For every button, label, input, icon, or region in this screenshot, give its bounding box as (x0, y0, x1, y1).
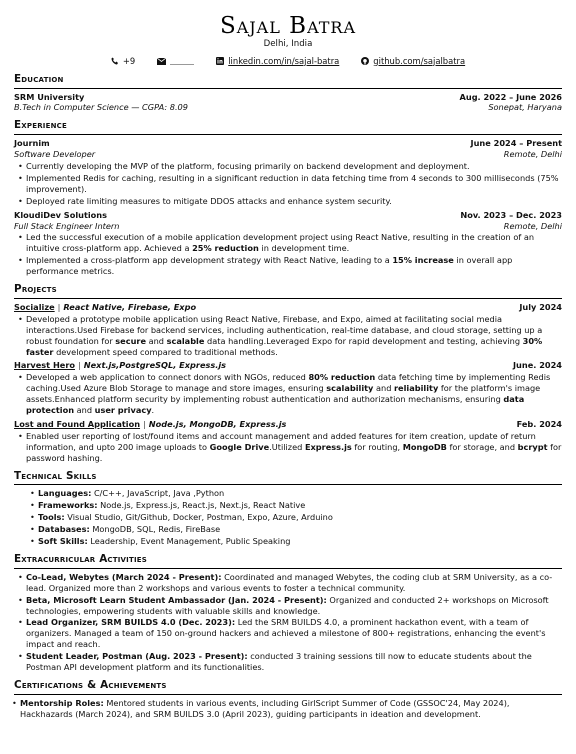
skills-heading: Technical Skills (14, 470, 562, 486)
job-place: Remote, Delhi (503, 149, 562, 160)
projects-section (14, 283, 562, 464)
project-entry: Lost and Found Application | Node.js, MongoDB, Express.js Feb. 2024 • Enabled user reporting of lost/found items and account management and added features for item creation, update of return information, and upto 200 image uploads to Google Drive.Utilized Express.js for routing, MongoDB for storage, and bcrypt for password hashing. (14, 419, 562, 464)
candidate-location: Delhi, India (263, 39, 313, 50)
certifications-heading: Certifications & Achievements (14, 679, 562, 695)
project-bullet: • Enabled user reporting of lost/found items and account management and added features for item creation, update of return information, and upto 200 image uploads to Google Drive.Utilized Express.js for routing, MongoDB for storage, and bcrypt for password hashing. (26, 431, 562, 464)
github-link[interactable]: github.com/sajalbatra (373, 55, 466, 66)
experience-heading: Experience (14, 119, 562, 135)
company-name: Journim (14, 138, 50, 149)
job-entry (14, 210, 562, 277)
education-heading: Education (14, 73, 562, 89)
contact-linkedin (216, 56, 339, 67)
resume-header (14, 14, 562, 67)
skill-item: • Frameworks: Node.js, Express.js, React.js, Next.js, React Native (38, 500, 562, 511)
contact-phone (111, 56, 135, 67)
job-dates: June 2024 – Present (470, 138, 562, 149)
experience-section (14, 119, 562, 277)
job-bullet: • Deployed rate limiting measures to mitigate DDOS attacks and enhance system security. (26, 196, 562, 207)
job-bullet: • Implemented Redis for caching, resulting in a significant reduction in data fetching time from 4 seconds to 300 milliseconds (75% improvement). (26, 173, 562, 195)
projects-heading: Projects (14, 283, 562, 299)
project-name[interactable]: Lost and Found Application (14, 418, 141, 429)
project-stack: React Native, Firebase, Expo (63, 301, 197, 312)
job-bullet: • Implemented a cross-platform app development strategy with React Native, leading to a 15% increase in overall app performance metrics. (26, 255, 562, 277)
extracurricular-heading: Extracurricular Activities (14, 553, 562, 569)
company-name: KloudiDev Solutions (14, 209, 108, 220)
skill-item: • Tools: Visual Studio, Git/Github, Docker, Postman, Expo, Azure, Arduino (38, 512, 562, 523)
certification-item: • Mentorship Roles: Mentored students in various events, including GirlScript Summer of Code (GSSOC'24, May 2024), Hackhazards (March 2024), and SRM BUILDS 3.0 (April 2023), guiding participants in ideation and development. (20, 698, 562, 720)
school-name: SRM University (14, 91, 85, 102)
contact-bar (14, 56, 562, 67)
project-bullet: • Developed a web application to connect donors with NGOs, reduced 80% reduction data fetching time by implementing Redis caching.Used Azure Blob Storage to manage and store images, ensuring scalability and reliability for the platform's image assets.Enhanced platform security by implementing robust authentication and authorization mechanisms, ensuring data protection and user privacy. (26, 372, 562, 416)
phone-icon (111, 57, 119, 65)
email-redacted[interactable] (170, 58, 194, 65)
project-stack: Node.js, MongoDB, Express.js (148, 418, 287, 429)
linkedin-link[interactable]: linkedin.com/in/sajal-batra (228, 55, 340, 66)
project-stack: Next.js,PostgreSQL, Express.js (83, 360, 227, 371)
job-place: Remote, Delhi (503, 220, 562, 231)
skill-item: • Languages: C/C++, JavaScript, Java ,Python (38, 488, 562, 499)
github-icon (361, 57, 369, 65)
job-bullet: • Currently developing the MVP of the platform, focusing primarily on backend development and deployment. (26, 161, 562, 172)
project-entry: Harvest Hero | Next.js,PostgreSQL, Express.js June. 2024 • Developed a web application to connect donors with NGOs, reduced 80% reduction data fetching time by implementing Redis caching.Used Azure Blob Storage to manage and store images, ensuring scalability and reliability for the platform's image assets.Enhanced platform security by implementing robust authentication and authorization mechanisms, ensuring data protection and user privacy. (14, 360, 562, 416)
project-entry: Socialize | React Native, Firebase, Expo July 2024 • Developed a prototype mobile application using React Native, Firebase, and Expo, aimed at facilitating social media interactions.Used Firebase for backend services, including authentication, real-time database, and cloud storage, setting up a robust foundation for secure and scalable data handling.Leveraged Expo for rapid development and testing, achieving 30% faster development speed compared to traditional methods. (14, 302, 562, 358)
activity-item: • Beta, Microsoft Learn Student Ambassador (Jan. 2024 - Present): Organized and conducted 2+ workshops on Microsoft technologies, empowering students with valuable skills and knowledge. (26, 595, 562, 617)
education-section (14, 73, 562, 114)
activity-item: • Student Leader, Postman (Aug. 2023 - Present): conducted 3 training sessions till now to educate students about the Postman API development platform and its functionalities. (26, 651, 562, 673)
certifications-section (14, 679, 562, 720)
education-dates: Aug. 2022 – June 2026 (459, 91, 562, 102)
phone-number[interactable]: +9 (122, 55, 136, 66)
project-name[interactable]: Harvest Hero (14, 360, 76, 371)
job-dates: Nov. 2023 – Dec. 2023 (460, 209, 562, 220)
project-date: Feb. 2024 (516, 418, 562, 429)
skill-item: • Databases: MongoDB, SQL, Redis, FireBase (38, 524, 562, 535)
degree: B.Tech in Computer Science — CGPA: 8.09 (14, 102, 188, 113)
education-place: Sonepat, Haryana (488, 102, 562, 113)
activity-item: • Lead Organizer, SRM BUILDS 4.0 (Dec. 2023): Led the SRM BUILDS 4.0, a prominent hackathon event, with a team of organizers. Managed a team of 150 on-ground hackers and achieved a milestone of 800+ registrations, enhancing the event's impact and reach. (26, 617, 562, 650)
project-name[interactable]: Socialize (14, 301, 55, 312)
project-bullet: • Developed a prototype mobile application using React Native, Firebase, and Expo, aimed at facilitating social media interactions.Used Firebase for backend services, including authentication, real-time database, and cloud storage, setting up a robust foundation for secure and scalable data handling.Leveraged Expo for rapid development and testing, achieving 30% faster development speed compared to traditional methods. (26, 314, 562, 358)
job-role: Full Stack Engineer Intern (14, 220, 120, 231)
activity-item: • Co-Lead, Webytes (March 2024 - Present): Coordinated and managed Webytes, the coding club at SRM University, as a co-lead. Organized more than 2 workshops and various events to foster a technical community. (26, 572, 562, 594)
email-icon (157, 58, 166, 65)
contact-email (157, 58, 194, 65)
job-bullet: • Led the successful execution of a mobile application development project using React Native, resulting in the creation of an intuitive cross-platform app. Achieved a 25% reduction in development time. (26, 232, 562, 254)
skills-section (14, 470, 562, 547)
project-date: July 2024 (519, 301, 562, 312)
candidate-name: Sajal Batra (219, 13, 357, 39)
skill-item: • Soft Skills: Leadership, Event Management, Public Speaking (38, 536, 562, 547)
extracurricular-section (14, 553, 562, 673)
job-role: Software Developer (14, 149, 96, 160)
contact-github (361, 56, 465, 67)
linkedin-icon (216, 57, 224, 65)
project-date: June. 2024 (512, 360, 562, 371)
job-entry (14, 138, 562, 206)
